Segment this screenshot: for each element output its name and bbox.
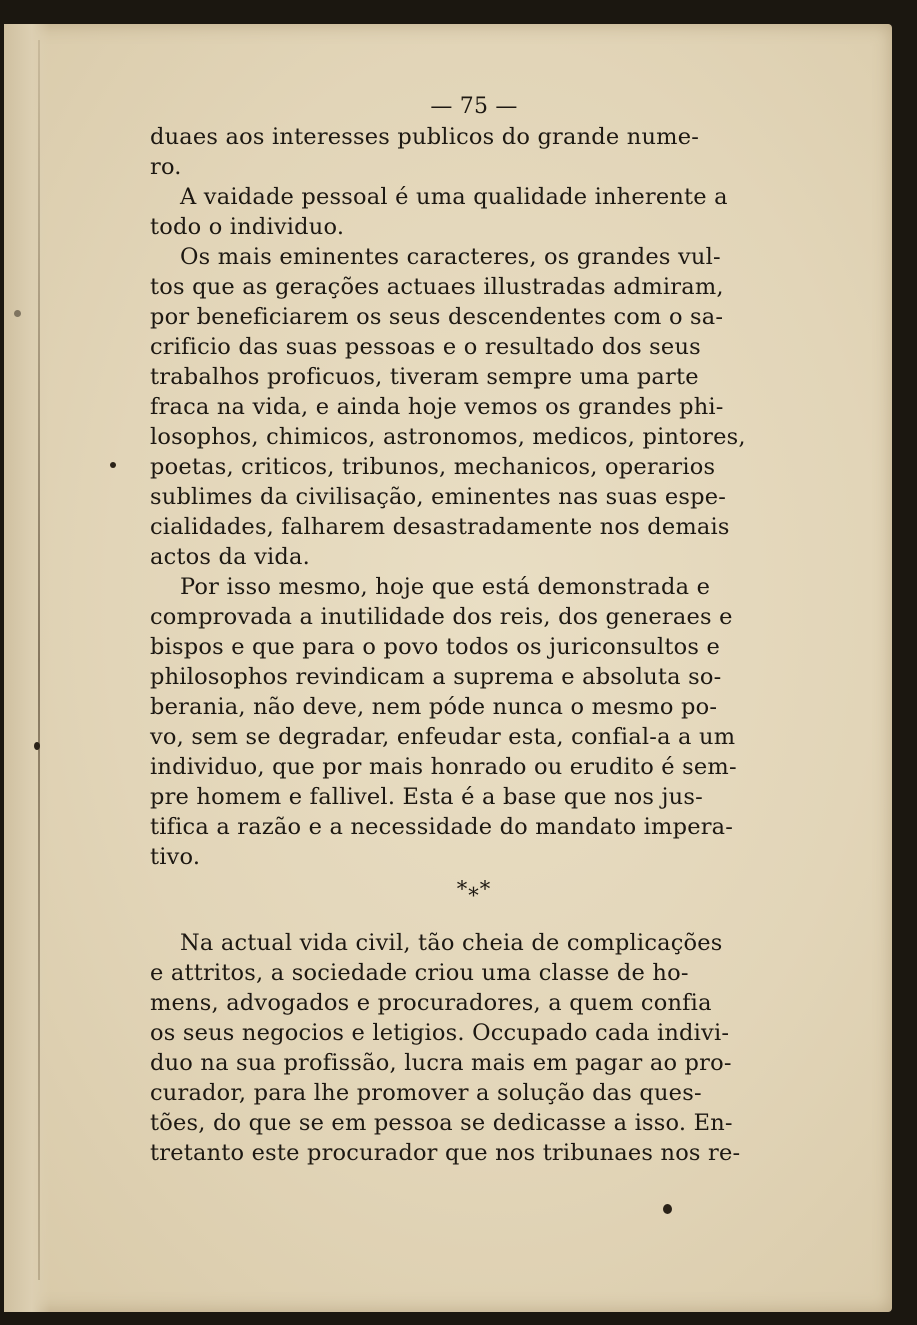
text-line: vo, sem se degradar, enfeudar esta, confial-a a um <box>150 724 736 750</box>
text-line: crificio das suas pessoas e o resultado dos seus <box>150 334 701 360</box>
text-line: tos que as gerações actuaes illustradas admiram, <box>150 274 724 300</box>
page-number: — 75 — <box>430 94 518 119</box>
text-line: actos da vida. <box>150 544 310 570</box>
text-line: fraca na vida, e ainda hoje vemos os grandes phi- <box>150 394 724 420</box>
text-line: ro. <box>150 154 182 180</box>
ink-speck <box>14 310 21 317</box>
text-line: losophos, chimicos, astronomos, medicos, pintores, <box>150 424 746 450</box>
text-line: philosophos revindicam a suprema e absoluta so- <box>150 664 722 690</box>
text-line: todo o individuo. <box>150 214 345 240</box>
text-line: tretanto este procurador que nos tribunaes nos re- <box>150 1140 741 1166</box>
text-line: pre homem e fallivel. Esta é a base que nos jus- <box>150 784 703 810</box>
text-line: os seus negocios e letigios. Occupado cada indivi- <box>150 1020 730 1046</box>
text-line: por beneficiarem os seus descendentes com o sa- <box>150 304 724 330</box>
text-line: sublimes da civilisação, eminentes nas suas espe- <box>150 484 727 510</box>
binding-edge <box>4 24 50 1312</box>
text-line: duaes aos interesses publicos do grande nume- <box>150 124 700 150</box>
text-line: A vaidade pessoal é uma qualidade inherente a <box>180 184 728 210</box>
text-line: tivo. <box>150 844 201 870</box>
section-asterism: *⁎* <box>456 877 492 901</box>
ink-speck <box>34 742 40 750</box>
text-line: curador, para lhe promover a solução das ques- <box>150 1080 702 1106</box>
binding-fold-line <box>38 40 40 1280</box>
text-line: Na actual vida civil, tão cheia de complicações <box>180 930 723 956</box>
text-line: Os mais eminentes caracteres, os grandes vul- <box>180 244 721 270</box>
text-line: poetas, criticos, tribunos, mechanicos, operarios <box>150 454 716 480</box>
text-line: cialidades, falharem desastradamente nos demais <box>150 514 730 540</box>
text-line: tões, do que se em pessoa se dedicasse a isso. En- <box>150 1110 733 1136</box>
text-line: mens, advogados e procuradores, a quem confia <box>150 990 712 1016</box>
text-line: e attritos, a sociedade criou uma classe de ho- <box>150 960 689 986</box>
text-line: berania, não deve, nem póde nunca o mesmo po- <box>150 694 718 720</box>
text-line: tifica a razão e a necessidade do mandato impera- <box>150 814 734 840</box>
text-line: trabalhos proficuos, tiveram sempre uma parte <box>150 364 699 390</box>
text-line: bispos e que para o povo todos os juriconsultos e <box>150 634 720 660</box>
text-line: duo na sua profissão, lucra mais em pagar ao pro- <box>150 1050 732 1076</box>
ink-speck <box>663 1204 672 1214</box>
text-line: Por isso mesmo, hoje que está demonstrada e <box>180 574 711 600</box>
ink-speck <box>110 462 116 468</box>
text-line: comprovada a inutilidade dos reis, dos generaes e <box>150 604 733 630</box>
text-line: individuo, que por mais honrado ou erudito é sem- <box>150 754 737 780</box>
